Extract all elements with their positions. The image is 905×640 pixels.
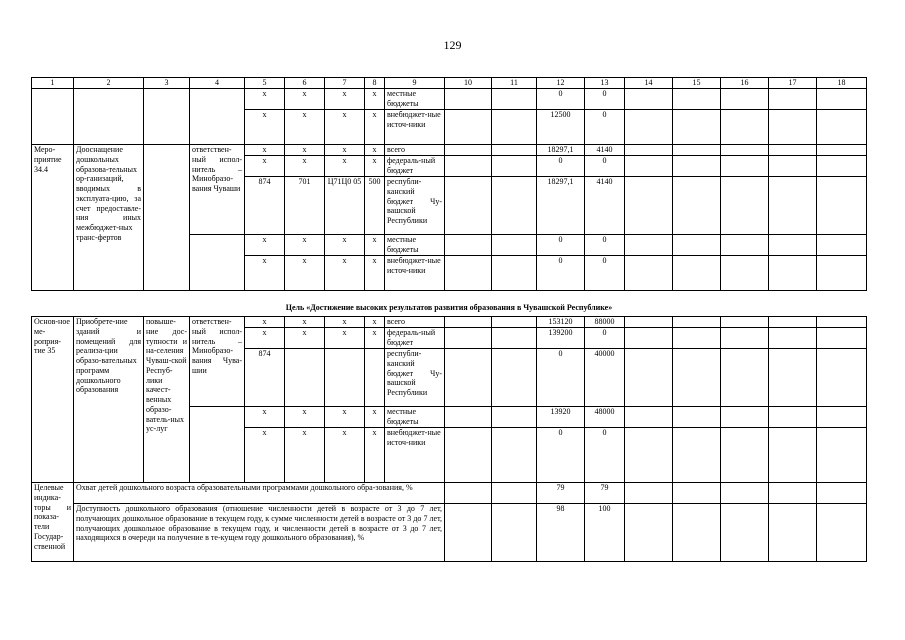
- col-number: 9: [385, 78, 445, 89]
- cell-rz: 701: [285, 177, 325, 235]
- cell-rz: [285, 349, 325, 407]
- cell-value: 100: [585, 504, 625, 562]
- cell-source: всего: [385, 145, 445, 156]
- cell-gr: х: [245, 328, 285, 349]
- table-row: [32, 504, 867, 562]
- cell-cs: [325, 349, 365, 407]
- cell-value: 153120: [537, 317, 585, 328]
- cell-gr: х: [245, 407, 285, 428]
- expected-result: повыше-ние дос-тупности и на-селения Чуваш-ской Респуб-лики качест-венных образо-ватель-ных ус-луг: [144, 317, 190, 483]
- cell-cs: х: [325, 256, 365, 291]
- cell-value: 139200: [537, 328, 585, 349]
- cell-source: местные бюджеты: [385, 235, 445, 256]
- cell-value: 48000: [585, 407, 625, 428]
- cell-source: республи-канский бюджет Чу-вашской Республики: [385, 349, 445, 407]
- table-row: [32, 483, 867, 504]
- cell-source: внебюджет-ные источ-ники: [385, 110, 445, 145]
- cell-vr: х: [365, 256, 385, 291]
- cell-rz: х: [285, 317, 325, 328]
- col-number: 8: [365, 78, 385, 89]
- cell-value: 0: [585, 328, 625, 349]
- table-row: [32, 145, 867, 156]
- cell-source: внебюджет-ные источ-ники: [385, 428, 445, 483]
- cell-source: всего: [385, 317, 445, 328]
- col-number: 10: [445, 78, 492, 89]
- cell-value: 13920: [537, 407, 585, 428]
- cell-cs: х: [325, 328, 365, 349]
- cell-gr: х: [245, 156, 285, 177]
- col-number: 1: [32, 78, 74, 89]
- indicator-text: Охват детей дошкольного возраста образовательными программами дошкольного обра-зования, %: [74, 483, 445, 504]
- table-row: [32, 317, 867, 328]
- cell-rz: х: [285, 156, 325, 177]
- cell-gr: 874: [245, 349, 285, 407]
- cell-vr: х: [365, 428, 385, 483]
- cell-vr: 500: [365, 177, 385, 235]
- cell-value: 0: [537, 89, 585, 110]
- cell-gr: х: [245, 110, 285, 145]
- cell-rz: х: [285, 407, 325, 428]
- cell-cs: х: [325, 89, 365, 110]
- cell-rz: х: [285, 328, 325, 349]
- cell-value: 0: [585, 428, 625, 483]
- cell-rz: х: [285, 110, 325, 145]
- cell-cs: х: [325, 235, 365, 256]
- cell-value: 4140: [585, 177, 625, 235]
- program-table: [31, 77, 867, 562]
- cell-vr: х: [365, 328, 385, 349]
- cell-gr: х: [245, 428, 285, 483]
- cell-cs: х: [325, 110, 365, 145]
- col-number: 3: [144, 78, 190, 89]
- cell-vr: х: [365, 407, 385, 428]
- cell-cs: х: [325, 156, 365, 177]
- cell-rz: х: [285, 145, 325, 156]
- cell-rz: х: [285, 428, 325, 483]
- cell-value: 0: [537, 428, 585, 483]
- cell-value: 98: [537, 504, 585, 562]
- cell-vr: х: [365, 156, 385, 177]
- cell-cs: х: [325, 428, 365, 483]
- cell-source: внебюджет-ные источ-ники: [385, 256, 445, 291]
- cell-gr: х: [245, 89, 285, 110]
- page-number: 129: [443, 38, 462, 52]
- cell-gr: х: [245, 235, 285, 256]
- cell-value: 0: [585, 89, 625, 110]
- col-number: 13: [585, 78, 625, 89]
- col-number: 7: [325, 78, 365, 89]
- goal-heading: Цель «Достижение высоких результатов развития образования в Чувашской Республике»: [32, 291, 867, 317]
- cell-value: 0: [585, 235, 625, 256]
- cell-cs: Ц71Ц0 05: [325, 177, 365, 235]
- cell-rz: х: [285, 89, 325, 110]
- target-indicators-label: Целевые индика-торы и показа-тели Государ-ственной: [32, 483, 74, 562]
- cell-value: 40000: [585, 349, 625, 407]
- cell-value: 0: [537, 256, 585, 291]
- col-number: 16: [721, 78, 769, 89]
- cell-vr: х: [365, 89, 385, 110]
- cell-value: 0: [585, 256, 625, 291]
- col-number: 5: [245, 78, 285, 89]
- event-name: Меро-приятие 34.4: [32, 145, 74, 291]
- col-number: 18: [817, 78, 867, 89]
- event-name: Основ-ное ме-роприя-тие 35: [32, 317, 74, 483]
- cell-value: 0: [537, 235, 585, 256]
- cell-vr: х: [365, 235, 385, 256]
- cell-cs: х: [325, 317, 365, 328]
- col-number: 6: [285, 78, 325, 89]
- responsible-executor: ответствен-ный испол-нитель – Минобразо-вания Чуваши: [190, 145, 245, 235]
- cell-value: 79: [585, 483, 625, 504]
- cell-vr: [365, 349, 385, 407]
- cell-value: 79: [537, 483, 585, 504]
- cell-vr: х: [365, 317, 385, 328]
- cell-cs: х: [325, 145, 365, 156]
- cell-value: 0: [537, 349, 585, 407]
- cell-value: 0: [585, 110, 625, 145]
- cell-value: 0: [537, 156, 585, 177]
- cell-source: республи-канский бюджет Чу-вашской Республики: [385, 177, 445, 235]
- event-description: Дооснащение дошкольных образова-тельных ор-ганизаций, вводимых в эксплуата-цию, за счет предоставле-ния иных межбюджет-ных транс-фертов: [74, 145, 144, 291]
- col-number: 2: [74, 78, 144, 89]
- cell-value: 12500: [537, 110, 585, 145]
- cell-gr: х: [245, 317, 285, 328]
- cell-gr: х: [245, 256, 285, 291]
- cell-gr: 874: [245, 177, 285, 235]
- table-row: [32, 89, 867, 110]
- cell-rz: х: [285, 235, 325, 256]
- indicator-text: Доступность дошкольного образования (отношение численности детей в возрасте от 3 до 7 лет, получающих дошкольное образование в текущем году, к сумме численности детей в возрасте от 3 до 7 лет, получающих дошкольное образование в текущем году, и численности детей в возрасте от 3 до 7 лет, находящихся в очереди на получение в те-кущем году дошкольного образования), %: [74, 504, 445, 562]
- column-number-row: [32, 78, 867, 89]
- cell-value: 18297,1: [537, 145, 585, 156]
- cell-value: 18297,1: [537, 177, 585, 235]
- cell-gr: х: [245, 145, 285, 156]
- cell-rz: х: [285, 256, 325, 291]
- cell-vr: х: [365, 110, 385, 145]
- cell-source: федераль-ный бюджет: [385, 156, 445, 177]
- goal-row: [32, 291, 867, 317]
- cell-value: 0: [585, 156, 625, 177]
- col-number: 17: [769, 78, 817, 89]
- cell-cs: х: [325, 407, 365, 428]
- cell-source: местные бюджеты: [385, 89, 445, 110]
- cell-vr: х: [365, 145, 385, 156]
- col-number: 11: [492, 78, 537, 89]
- col-number: 14: [625, 78, 673, 89]
- cell-source: местные бюджеты: [385, 407, 445, 428]
- event-description: Приобрете-ние зданий и помещений для реализа-ции образо-вательных программ дошкольного образования: [74, 317, 144, 483]
- cell-value: 88000: [585, 317, 625, 328]
- cell-source: федераль-ный бюджет: [385, 328, 445, 349]
- col-number: 12: [537, 78, 585, 89]
- col-number: 4: [190, 78, 245, 89]
- responsible-executor: ответствен-ный испол-нитель – Минобразо-вания Чува-шии: [190, 317, 245, 407]
- cell-value: 4140: [585, 145, 625, 156]
- col-number: 15: [673, 78, 721, 89]
